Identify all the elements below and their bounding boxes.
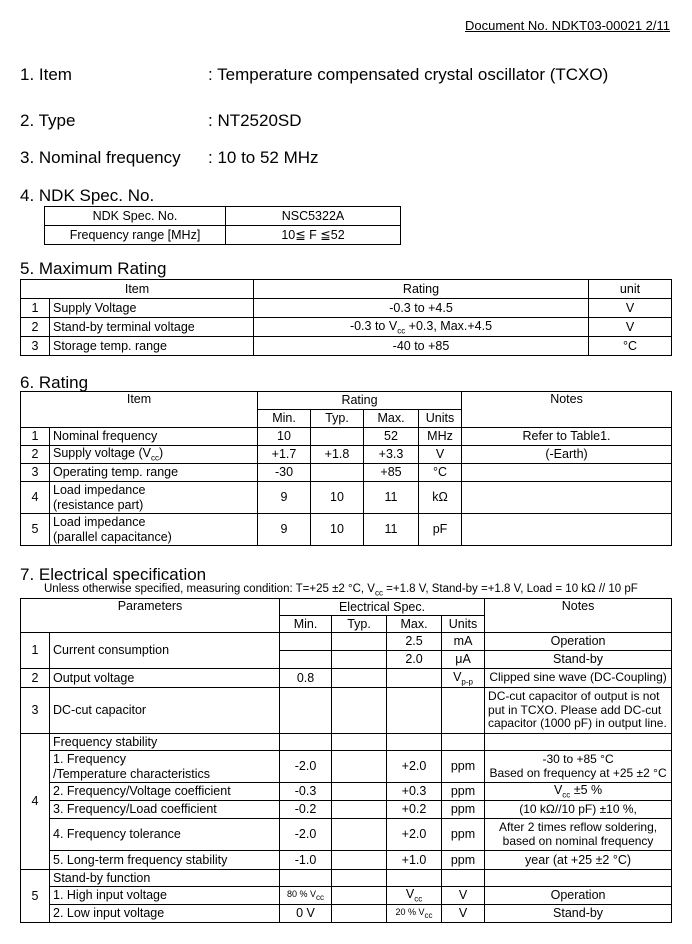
cell-subscript: cc <box>414 894 423 904</box>
condition-text: Unless otherwise specified, measuring condition: T=+25 ±2 °C, V <box>44 583 375 595</box>
header-cell: Units <box>442 616 485 633</box>
table-cell: ppm <box>442 751 485 783</box>
table-cell: Operating temp. range <box>50 464 258 482</box>
table-cell <box>485 734 672 751</box>
row-number: 5 <box>21 514 50 546</box>
table-cell <box>387 870 442 887</box>
section-type-label: 2. Type <box>20 111 76 130</box>
table-cell <box>280 651 332 669</box>
table-cell: Frequency range [MHz] <box>45 226 226 245</box>
table-cell: 10 <box>258 428 311 446</box>
table-cell: NDK Spec. No. <box>45 207 226 226</box>
table-cell: 10≦ F ≦52 <box>226 226 401 245</box>
condition-subscript: cc <box>374 588 383 598</box>
cell-text: put in TCXO. Please add DC-cut <box>488 702 662 717</box>
table-cell: +1.7 <box>258 446 311 464</box>
table-cell: Operation <box>485 633 672 651</box>
table-cell: Stand-by <box>485 651 672 669</box>
cell-text: Load impedance <box>53 515 146 530</box>
table-cell <box>280 633 332 651</box>
table-cell <box>387 669 442 688</box>
cell-text: /Temperature characteristics <box>53 766 211 781</box>
section-nominal-frequency-value: : 10 to 52 MHz <box>208 148 319 167</box>
table-cell <box>332 688 387 734</box>
table-cell <box>332 751 387 783</box>
table-cell <box>485 688 672 734</box>
table-cell: kΩ <box>419 482 462 514</box>
row-number: 2 <box>21 446 50 464</box>
cell-text: V <box>553 783 563 798</box>
section-type-value: : NT2520SD <box>208 111 302 130</box>
table-cell: Current consumption <box>50 633 280 669</box>
table-cell: 0 V <box>280 905 332 923</box>
table-cell <box>332 819 387 851</box>
cell-text: based on nominal frequency <box>502 833 654 848</box>
table-cell <box>332 801 387 819</box>
section-nominal-frequency-label: 3. Nominal frequency <box>20 148 181 167</box>
table-cell: 2.5 <box>387 633 442 651</box>
cell-text: +0.3, Max.+4.5 <box>405 318 493 333</box>
table-cell <box>280 734 332 751</box>
table-cell: Stand-by function <box>50 870 280 887</box>
header-cell: Notes <box>462 392 672 428</box>
cell-subscript: cc <box>424 910 433 920</box>
cell-subscript: cc <box>397 326 406 336</box>
cell-text: V <box>453 669 462 684</box>
table-cell: 1. High input voltage <box>50 887 280 905</box>
table-row <box>21 851 672 870</box>
cell-subscript: cc <box>150 453 159 463</box>
table-cell: +1.0 <box>387 851 442 870</box>
cell-subscript: cc <box>562 790 571 800</box>
table-cell: 4. Frequency tolerance <box>50 819 280 851</box>
table-cell: ppm <box>442 801 485 819</box>
row-number: 4 <box>21 482 50 514</box>
cell-text: Based on frequency at +25 ±2 °C <box>489 765 667 780</box>
table-cell <box>254 318 589 337</box>
row-number: 1 <box>21 633 50 669</box>
table-cell: ppm <box>442 783 485 801</box>
table-cell: 3. Frequency/Load coefficient <box>50 801 280 819</box>
table-cell: 10 <box>311 482 364 514</box>
table-cell <box>332 887 387 905</box>
row-number: 5 <box>21 870 50 923</box>
row-number: 4 <box>21 734 50 870</box>
table-cell <box>462 514 672 546</box>
section-max-rating-title: 5. Maximum Rating <box>20 259 167 278</box>
table-cell: V <box>442 905 485 923</box>
electrical-spec-table <box>20 598 672 923</box>
section-item-value: : Temperature compensated crystal oscillator (TCXO) <box>208 65 609 84</box>
table-cell: ppm <box>442 851 485 870</box>
table-cell: mA <box>442 633 485 651</box>
table-header-row <box>21 392 672 410</box>
table-cell: 2. Frequency/Voltage coefficient <box>50 783 280 801</box>
cell-text: -30 to +85 °C <box>542 751 614 766</box>
table-cell: 2.0 <box>387 651 442 669</box>
spec-no-table <box>44 206 401 245</box>
cell-text: (resistance part) <box>53 497 144 512</box>
table-cell: V <box>589 318 672 337</box>
table-cell: +85 <box>364 464 419 482</box>
row-number: 1 <box>21 299 50 318</box>
table-cell: -0.2 <box>280 801 332 819</box>
cell-text: 1. Frequency <box>53 752 126 767</box>
table-row <box>21 751 672 783</box>
table-cell <box>332 783 387 801</box>
table-cell: Supply Voltage <box>50 299 254 318</box>
cell-text: DC-cut capacitor of output is not <box>488 688 660 703</box>
header-cell: Max. <box>364 410 419 428</box>
table-cell <box>280 688 332 734</box>
cell-text: -0.3 to V <box>349 318 398 333</box>
table-cell <box>332 651 387 669</box>
table-row <box>45 226 401 245</box>
header-cell: Max. <box>387 616 442 633</box>
cell-text: Supply voltage (V <box>53 446 151 461</box>
table-row <box>21 688 672 734</box>
table-cell: 11 <box>364 482 419 514</box>
table-header-row <box>21 599 672 616</box>
table-cell <box>387 688 442 734</box>
table-cell: -2.0 <box>280 819 332 851</box>
table-cell: °C <box>589 337 672 356</box>
table-row <box>21 905 672 923</box>
header-cell: Item <box>21 280 254 299</box>
cell-subscript: cc <box>316 892 325 902</box>
table-row <box>21 633 672 651</box>
section-type <box>20 111 302 131</box>
table-cell: V <box>442 887 485 905</box>
header-cell: Item <box>21 392 258 428</box>
condition-text: =+1.8 V, Stand-by =+1.8 V, Load = 10 kΩ // 10 pF <box>382 583 638 595</box>
header-cell: unit <box>589 280 672 299</box>
table-cell: 2. Low input voltage <box>50 905 280 923</box>
table-row <box>21 734 672 751</box>
table-cell <box>485 819 672 851</box>
table-cell: 0.8 <box>280 669 332 688</box>
table-cell <box>50 446 258 464</box>
table-cell: Clipped sine wave (DC-Coupling) <box>485 669 672 688</box>
cell-text: ) <box>158 446 164 461</box>
table-cell: -30 <box>258 464 311 482</box>
table-cell: 9 <box>258 514 311 546</box>
table-cell: 11 <box>364 514 419 546</box>
table-cell <box>387 887 442 905</box>
table-cell <box>332 851 387 870</box>
table-cell: (-Earth) <box>462 446 672 464</box>
cell-text: ±5 % <box>570 783 603 798</box>
table-cell: Frequency stability <box>50 734 280 751</box>
table-cell: μA <box>442 651 485 669</box>
header-cell: Min. <box>280 616 332 633</box>
table-cell: Stand-by terminal voltage <box>50 318 254 337</box>
cell-text: (parallel capacitance) <box>53 529 172 544</box>
table-cell <box>485 870 672 887</box>
header-cell: Notes <box>485 599 672 633</box>
table-row <box>21 482 672 514</box>
table-cell: V <box>589 299 672 318</box>
table-cell: Refer to Table1. <box>462 428 672 446</box>
table-cell <box>485 751 672 783</box>
section-item <box>20 65 609 85</box>
table-cell <box>485 783 672 801</box>
header-cell: Parameters <box>21 599 280 633</box>
table-cell: 52 <box>364 428 419 446</box>
table-cell: V <box>419 446 462 464</box>
table-row <box>21 337 672 356</box>
table-cell: DC-cut capacitor <box>50 688 280 734</box>
table-row <box>21 446 672 464</box>
table-cell <box>311 428 364 446</box>
header-cell: Typ. <box>332 616 387 633</box>
table-cell <box>50 751 280 783</box>
header-cell: Rating <box>254 280 589 299</box>
table-cell <box>280 870 332 887</box>
table-cell: -2.0 <box>280 751 332 783</box>
table-row <box>21 870 672 887</box>
header-cell: Typ. <box>311 410 364 428</box>
table-row <box>21 887 672 905</box>
table-cell: 5. Long-term frequency stability <box>50 851 280 870</box>
section-spec-no-title: 4. NDK Spec. No. <box>20 186 155 205</box>
cell-text: Load impedance <box>53 483 146 498</box>
table-row <box>21 801 672 819</box>
section-item-label: 1. Item <box>20 65 72 84</box>
table-cell: pF <box>419 514 462 546</box>
row-number: 3 <box>21 337 50 356</box>
table-cell: °C <box>419 464 462 482</box>
table-cell: MHz <box>419 428 462 446</box>
table-cell: +0.2 <box>387 801 442 819</box>
table-row <box>21 783 672 801</box>
header-cell: Rating <box>258 392 462 410</box>
measuring-condition <box>44 583 638 597</box>
section-rating-title: 6. Rating <box>20 373 89 392</box>
table-row <box>45 207 401 226</box>
table-row <box>21 819 672 851</box>
table-cell: 9 <box>258 482 311 514</box>
table-cell: Operation <box>485 887 672 905</box>
table-cell <box>442 734 485 751</box>
table-cell <box>332 870 387 887</box>
row-number: 2 <box>21 669 50 688</box>
table-cell <box>387 734 442 751</box>
cell-text: After 2 times reflow soldering, <box>499 819 658 834</box>
table-row <box>21 428 672 446</box>
table-cell: +0.3 <box>387 783 442 801</box>
table-cell <box>332 734 387 751</box>
table-cell <box>462 464 672 482</box>
table-cell: (10 kΩ//10 pF) ±10 %, <box>485 801 672 819</box>
header-cell: Min. <box>258 410 311 428</box>
rating-table <box>20 391 672 546</box>
row-number: 3 <box>21 464 50 482</box>
cell-text: capacitor (1000 pF) in output line. <box>488 716 667 731</box>
table-cell: -0.3 to +4.5 <box>254 299 589 318</box>
table-cell <box>462 482 672 514</box>
table-header-row <box>21 280 672 299</box>
section-electrical-title: 7. Electrical specification <box>20 565 207 584</box>
table-row <box>21 464 672 482</box>
table-cell: Stand-by <box>485 905 672 923</box>
table-cell: ppm <box>442 819 485 851</box>
table-cell: +2.0 <box>387 819 442 851</box>
section-nominal-frequency <box>20 148 319 168</box>
header-cell: Electrical Spec. <box>280 599 485 616</box>
table-row <box>21 669 672 688</box>
table-cell <box>387 905 442 923</box>
cell-text: 80 % V <box>287 889 317 899</box>
document-number: Document No. NDKT03-00021 2/11 <box>465 18 670 33</box>
table-cell: Output voltage <box>50 669 280 688</box>
table-cell <box>332 905 387 923</box>
table-cell: +1.8 <box>311 446 364 464</box>
table-cell: -0.3 <box>280 783 332 801</box>
cell-text: 20 % V <box>395 907 425 917</box>
cell-text: V <box>405 887 415 902</box>
table-cell: 10 <box>311 514 364 546</box>
header-cell: Units <box>419 410 462 428</box>
table-cell: -40 to +85 <box>254 337 589 356</box>
table-cell <box>332 669 387 688</box>
row-number: 2 <box>21 318 50 337</box>
table-cell <box>442 688 485 734</box>
table-cell: -1.0 <box>280 851 332 870</box>
cell-subscript: p-p <box>461 677 473 687</box>
row-number: 1 <box>21 428 50 446</box>
table-cell: Storage temp. range <box>50 337 254 356</box>
table-cell <box>50 514 258 546</box>
table-row <box>21 299 672 318</box>
table-cell <box>280 887 332 905</box>
table-row <box>21 318 672 337</box>
table-cell: +2.0 <box>387 751 442 783</box>
table-cell: Nominal frequency <box>50 428 258 446</box>
table-cell <box>332 633 387 651</box>
table-cell <box>311 464 364 482</box>
table-cell <box>442 669 485 688</box>
table-cell: year (at +25 ±2 °C) <box>485 851 672 870</box>
table-cell: NSC5322A <box>226 207 401 226</box>
max-rating-table <box>20 279 672 356</box>
row-number: 3 <box>21 688 50 734</box>
table-cell: +3.3 <box>364 446 419 464</box>
table-cell <box>50 482 258 514</box>
table-row <box>21 514 672 546</box>
table-cell <box>442 870 485 887</box>
